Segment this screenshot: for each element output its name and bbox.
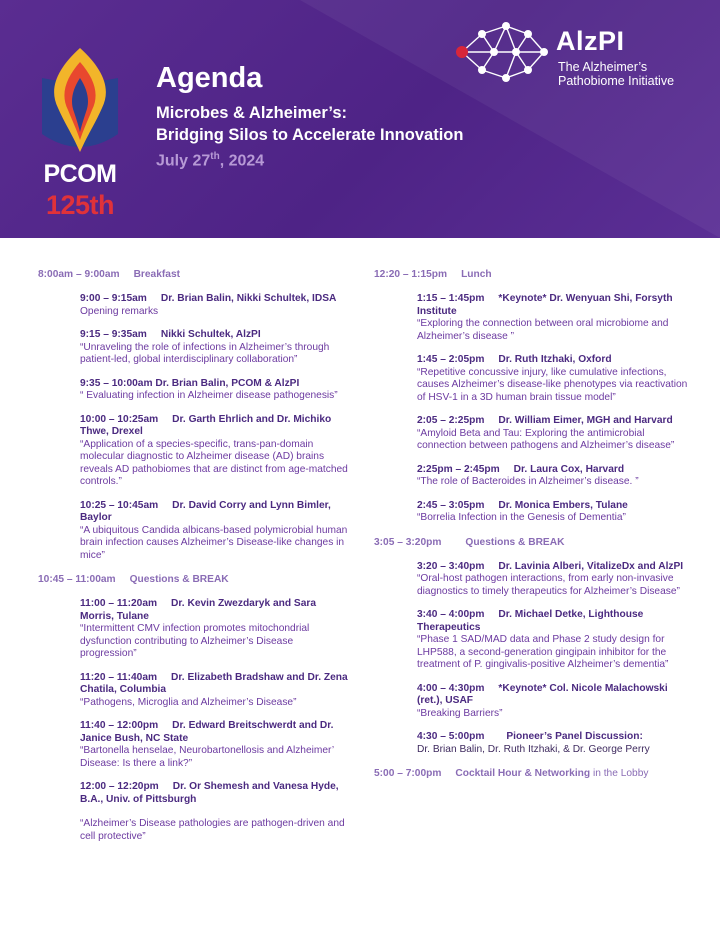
alzpi-fullname-line1: The Alzheimer’s: [558, 60, 648, 74]
session-item: [80, 378, 350, 403]
session-speaker: Dr. Edward Breitschwerdt and Dr. Janice Bush, NC State: [80, 720, 334, 744]
session-item: [417, 609, 694, 672]
section-time: 3:05 – 3:20pm: [374, 536, 442, 548]
session-item: [417, 561, 694, 599]
section-label: Lunch: [461, 269, 492, 280]
session-item: [417, 500, 694, 525]
session-time: 12:00 – 12:20pm: [80, 781, 159, 792]
session-description: “Exploring the connection between oral microbiome and Alzheimer’s disease ”: [417, 318, 669, 342]
session-speaker: Nikki Schultek, AlzPI: [160, 329, 261, 340]
session-speaker: *Keynote* Dr. Wenyuan Shi, Forsyth Institute: [417, 293, 673, 317]
section-suffix: in the Lobby: [592, 768, 649, 779]
session-speaker: Dr. Brian Balin, PCOM & AlzPI: [155, 377, 300, 389]
session-time: 3:40 – 4:00pm: [417, 609, 485, 620]
session-description: “A ubiquitous Candida albicans-based polymicrobial human brain infection causes Alzheimer’s Disease-like changes in mice”: [80, 524, 348, 561]
session-speaker: Dr. Ruth Itzhaki, Oxford: [498, 354, 612, 365]
session-description: “Breaking Barriers”: [417, 707, 503, 719]
agenda-column-right: [374, 268, 694, 780]
session-item: [417, 683, 694, 721]
session-item: [417, 354, 694, 404]
header-banner: [0, 0, 720, 238]
event-subtitle-line2: Bridging Silos to Accelerate Innovation: [156, 126, 464, 144]
session-time: 11:20 – 11:40am: [80, 671, 158, 683]
network-icon: [448, 12, 554, 92]
session-time: 9:35 – 10:00am: [80, 377, 153, 389]
section-closing: [374, 767, 694, 780]
page-title: Agenda: [156, 62, 263, 94]
session-time: 4:00 – 4:30pm: [417, 682, 485, 694]
session-description: “ Evaluating infection in Alzheimer disease pathogenesis”: [80, 390, 338, 401]
session-speaker: Dr. Michael Detke, Lighthouse Therapeutics: [417, 609, 644, 633]
pcom-anniversary: 125th: [45, 190, 115, 220]
session-item: [80, 329, 350, 367]
event-date-month-day: July 27: [156, 152, 211, 170]
session-item: [417, 464, 694, 489]
session-item: [80, 293, 350, 318]
session-item: [417, 415, 694, 453]
session-description: “Phase 1 SAD/MAD data and Phase 2 study design for LHP588, a second-generation gingipain inhibitor for the treatment of P. gingivalis-positive Alzheimer’s dementia”: [417, 634, 669, 670]
session-item: [417, 731, 694, 756]
session-description: “Borrelia Infection in the Genesis of Dementia”: [417, 512, 626, 523]
session-item: [80, 720, 350, 770]
session-item: [417, 293, 694, 343]
section-label: Questions & BREAK: [129, 574, 229, 585]
session-description: “Alzheimer’s Disease pathologies are pathogen-driven and cell protective”: [80, 818, 345, 842]
session-speaker: Dr. Monica Embers, Tulane: [498, 499, 628, 511]
session-speaker: Dr. Garth Ehrlich and Dr. Michiko Thwe, Drexel: [80, 413, 332, 437]
event-date-ordinal: th: [210, 151, 220, 162]
section-time: 8:00am – 9:00am: [38, 269, 120, 280]
session-time: 11:40 – 12:00pm: [80, 720, 159, 731]
alzpi-logo: [448, 12, 710, 102]
session-speaker: Dr. Kevin Zwezdaryk and Sara Morris, Tulane: [80, 598, 316, 622]
session-description: “Amyloid Beta and Tau: Exploring the antimicrobial connection between pathogens and Alzheimer’s disease”: [417, 427, 675, 451]
event-date: [156, 146, 596, 172]
session-description: “Oral-host pathogen interactions, from early non-invasive diagnostics to timely therapeutics for Alzheimer’s Disease”: [417, 573, 680, 597]
session-item: [80, 672, 350, 710]
alzpi-wordmark: AlzPI: [556, 26, 625, 56]
session-description: “Intermittent CMV infection promotes mitochondrial dysfunction contributing to Alzheimer’s Disease progression”: [80, 623, 310, 659]
session-time: 2:05 – 2:25pm: [417, 415, 485, 426]
event-subtitle: [156, 102, 596, 146]
pcom-flame-shield-icon: [38, 48, 122, 158]
session-speaker: Pioneer’s Panel Discussion:: [506, 731, 643, 742]
session-speaker: Dr. Or Shemesh and Vanesa Hyde, B.A., Univ. of Pittsburgh: [80, 781, 339, 805]
session-speaker: Dr. William Eimer, MGH and Harvard: [498, 415, 673, 426]
session-time: 9:15 – 9:35am: [80, 329, 147, 340]
session-time: 1:45 – 2:05pm: [417, 354, 485, 365]
session-description: “Pathogens, Microglia and Alzheimer’s Disease”: [80, 696, 297, 708]
session-item: [80, 500, 350, 563]
session-description: “The role of Bacteroides in Alzheimer’s disease. ”: [417, 476, 639, 487]
session-time: 10:00 – 10:25am: [80, 413, 159, 425]
session-speaker: Dr. Lavinia Alberi, VitalizeDx and AlzPI: [498, 560, 684, 572]
session-speaker: Dr. Laura Cox, Harvard: [513, 463, 625, 475]
session-speaker: Dr. David Corry and Lynn Bimler, Baylor: [80, 499, 331, 523]
session-time: 11:00 – 11:20am: [80, 598, 158, 609]
section-breakfast: [38, 268, 350, 281]
pcom-wordmark: PCOM: [43, 160, 117, 188]
section-time: 10:45 – 11:00am: [38, 574, 116, 585]
alzpi-fullname: [558, 60, 674, 88]
section-label: Cocktail Hour & Networking: [455, 768, 591, 779]
session-time: 3:20 – 3:40pm: [417, 560, 485, 572]
section-break: [38, 573, 350, 586]
session-description: “Application of a species-specific, trans-pan-domain molecular diagnostic to Alzheimer disease (AD) brains reveals AD pathobiomes that are distinct from age-matched controls.”: [80, 438, 348, 487]
agenda-column-left: [38, 268, 350, 854]
session-description: Dr. Brian Balin, Dr. Ruth Itzhaki, & Dr. George Perry: [417, 743, 650, 755]
section-time: 12:20 – 1:15pm: [374, 269, 448, 280]
session-time: 9:00 – 9:15am: [80, 293, 147, 304]
session-description: “Repetitive concussive injury, like cumulative infections, causes Alzheimer’s disease-like phenotypes via reactivation of HSV-1 in a 3D human brain tissue model”: [417, 366, 688, 403]
session-time: 2:25pm – 2:45pm: [417, 463, 500, 475]
session-time: 1:15 – 1:45pm: [417, 293, 485, 304]
session-time: 10:25 – 10:45am: [80, 499, 159, 511]
section-lunch: [374, 268, 694, 281]
session-description: “Bartonella henselae, Neurobartonellosis and Alzheimer’ Disease: Is there a link?”: [80, 745, 334, 769]
pcom-logo: [30, 20, 130, 220]
event-subtitle-line1: Microbes & Alzheimer’s:: [156, 104, 348, 122]
session-item: [80, 598, 350, 661]
alzpi-fullname-line2: Pathobiome Initiative: [558, 74, 675, 88]
session-item: [80, 781, 350, 843]
section-break: [374, 536, 694, 549]
event-date-year: , 2024: [219, 152, 265, 170]
session-time: 4:30 – 5:00pm: [417, 731, 485, 742]
section-label: Breakfast: [133, 269, 180, 280]
section-time: 5:00 – 7:00pm: [374, 768, 442, 779]
section-label: Questions & BREAK: [465, 536, 565, 548]
session-description: Opening remarks: [80, 305, 159, 317]
session-description: “Unraveling the role of infections in Alzheimer’s through patient-led, global interdisciplinary collaboration”: [80, 341, 330, 365]
session-time: 2:45 – 3:05pm: [417, 499, 485, 511]
session-speaker: *Keynote* Col. Nicole Malachowski (ret.), USAF: [417, 682, 668, 706]
session-speaker: Dr. Brian Balin, Nikki Schultek, IDSA: [160, 293, 337, 304]
session-item: [80, 414, 350, 489]
session-speaker: Dr. Elizabeth Bradshaw and Dr. Zena Chatila, Columbia: [80, 671, 348, 695]
